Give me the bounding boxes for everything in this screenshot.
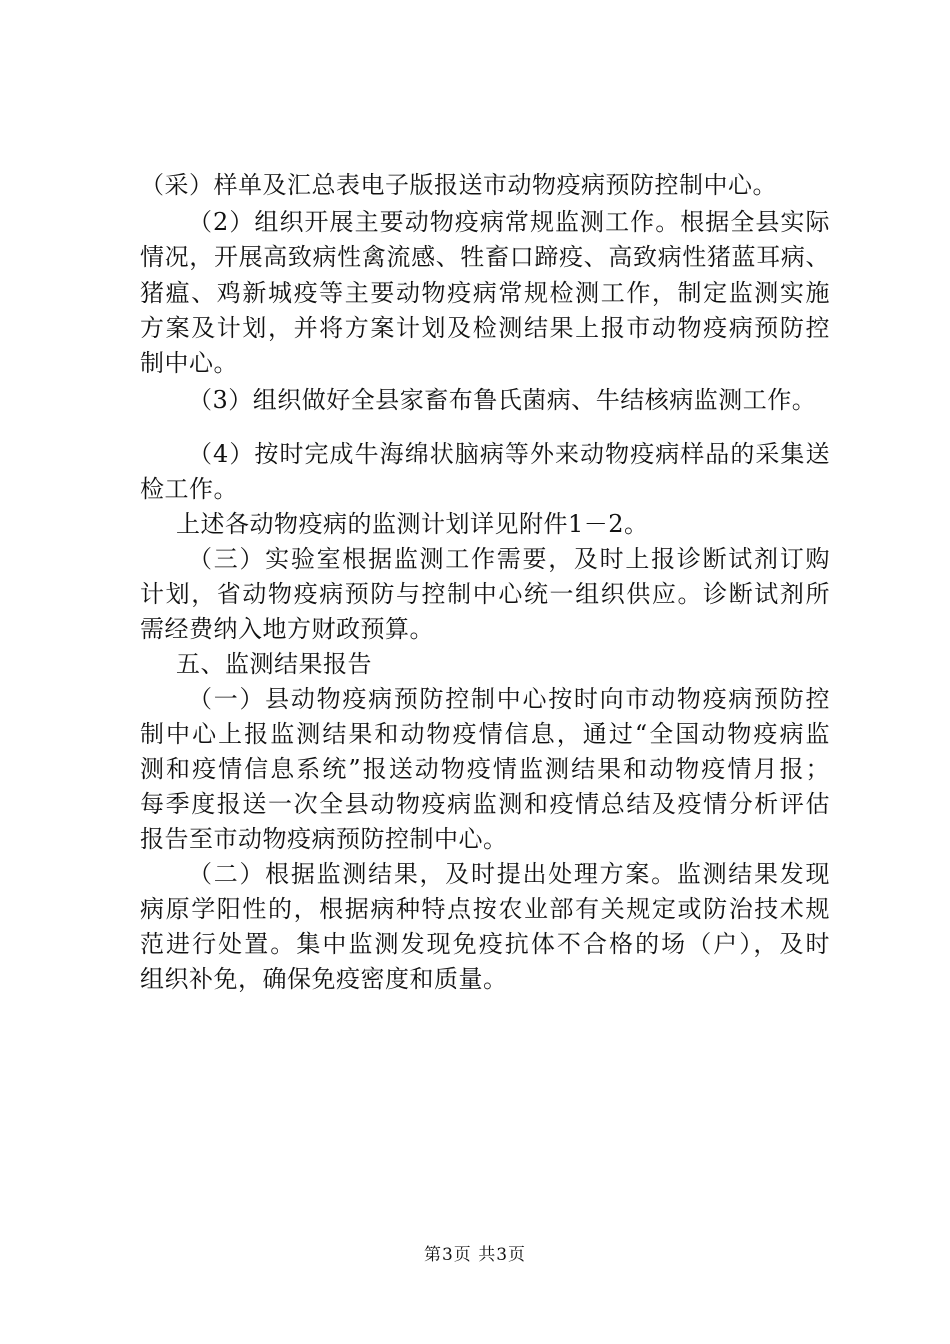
paragraph-line: （2）组织开展主要动物疫病常规监测工作。根据全县实际: [188, 208, 830, 236]
paragraph-line: 范进行处置。集中监测发现免疫抗体不合格的场（户），及时: [140, 930, 830, 958]
page-number: 第3页 共3页: [423, 1245, 527, 1265]
paragraph-line: 方案及计划，并将方案计划及检测结果上报市动物疫病预防控: [140, 314, 830, 342]
paragraph-line: （三）实验室根据监测工作需要，及时上报诊断试剂订购: [188, 545, 830, 573]
paragraph-line: 组织补免，确保免疫密度和质量。: [140, 965, 508, 993]
paragraph-line: （3）组织做好全县家畜布鲁氏菌病、牛结核病监测工作。: [188, 386, 817, 414]
paragraph-line: （采）样单及汇总表电子版报送市动物疫病预防控制中心。: [140, 171, 777, 199]
paragraph-line: 报告至市动物疫病预防控制中心。: [140, 825, 508, 853]
paragraph-line: 每季度报送一次全县动物疫病监测和疫情总结及疫情分析评估: [140, 790, 830, 818]
paragraph-line: （4）按时完成牛海绵状脑病等外来动物疫病样品的采集送: [188, 440, 830, 468]
paragraph-line: 检工作。: [140, 475, 238, 503]
paragraph-line: 病原学阳性的，根据病种特点按农业部有关规定或防治技术规: [140, 895, 830, 923]
paragraph-line: （二）根据监测结果，及时提出处理方案。监测结果发现: [188, 860, 830, 888]
paragraph-line: 情况，开展高致病性禽流感、牲畜口蹄疫、高致病性猪蓝耳病、: [140, 243, 830, 271]
paragraph-line: 计划，省动物疫病预防与控制中心统一组织供应。诊断试剂所: [140, 580, 830, 608]
paragraph-line: 猪瘟、鸡新城疫等主要动物疫病常规检测工作，制定监测实施: [140, 279, 830, 307]
paragraph-line: （一）县动物疫病预防控制中心按时向市动物疫病预防控: [188, 685, 830, 713]
paragraph-line: 需经费纳入地方财政预算。: [140, 615, 434, 643]
paragraph-line: 制中心。: [140, 349, 238, 377]
paragraph-line: 上述各动物疫病的监测计划详见附件1－2。: [176, 510, 649, 538]
section-heading: 五、监测结果报告: [176, 650, 372, 678]
paragraph-line: 制中心上报监测结果和动物疫情信息，通过“全国动物疫病监: [140, 720, 830, 748]
paragraph-line: 测和疫情信息系统”报送动物疫情监测结果和动物疫情月报；: [140, 755, 830, 783]
